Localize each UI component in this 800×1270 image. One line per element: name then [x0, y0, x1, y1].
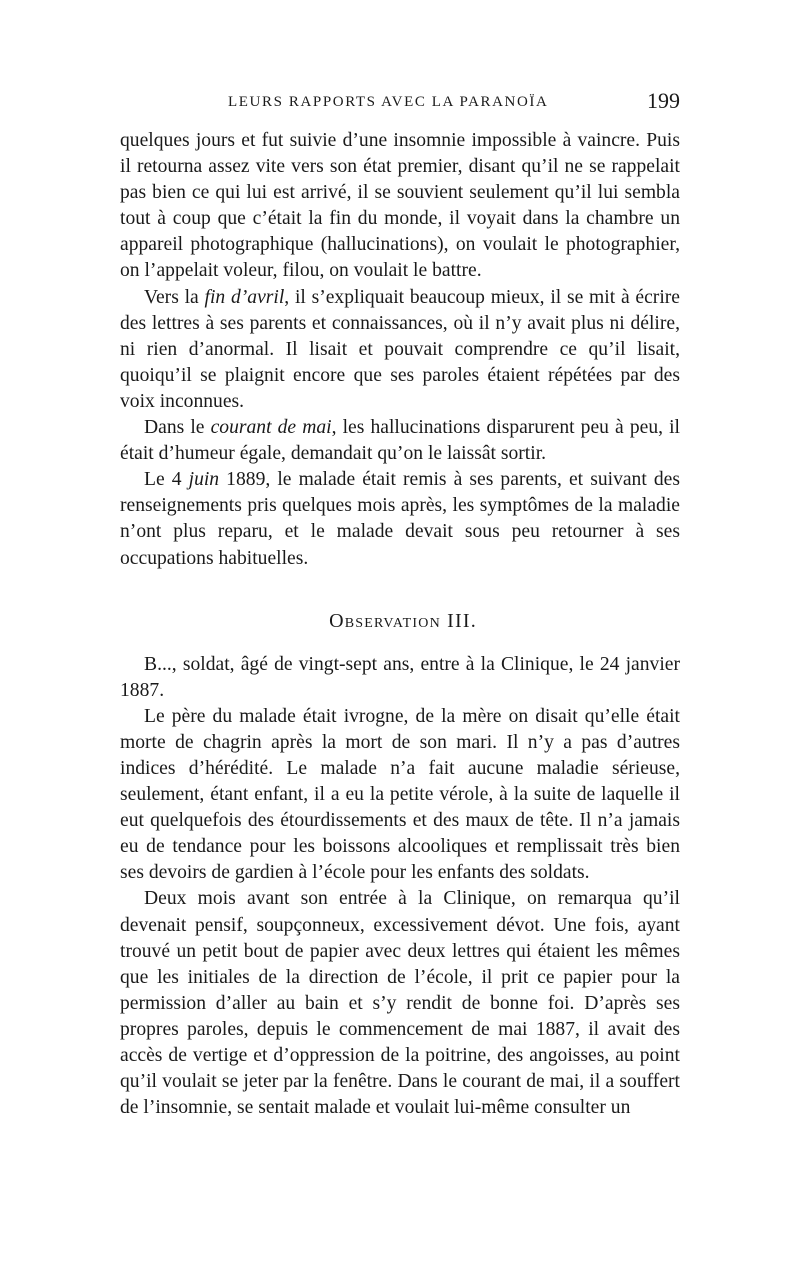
running-head	[120, 90, 680, 120]
emphasis: courant de mai	[210, 417, 332, 439]
paragraph-may	[120, 415, 680, 467]
emphasis: juin	[188, 469, 220, 491]
paragraph-continued: quelques jours et fut suivie d’une insomnie impossible à vaincre. Puis il retourna assez vite vers son état premier, disant qu’il ne se rappelait pas bien ce qui lui est arrivé, il se souvient seulement qu’il lui sembla tout à coup que c’était la fin du monde, il voyait dans la chambre un appareil photographique (hallucinations), on voulait le photographier, on l’appelait voleur, filou, on voulait le battre.	[120, 130, 680, 282]
text-run: , les hallucinations disparurent peu à peu, il était d’humeur égale, demandait qu’on le laissât sortir.	[120, 417, 680, 465]
section-title	[120, 608, 680, 634]
running-title: LEURS RAPPORTS AVEC LA PARANOÏA	[228, 94, 549, 110]
emphasis: fin d’avril	[204, 286, 285, 308]
spacer	[120, 572, 680, 608]
book-page	[120, 90, 680, 1121]
text-run: Vers la	[144, 286, 205, 308]
paragraph-end-of-april	[120, 285, 680, 415]
paragraph-onset: Deux mois avant son entrée à la Clinique, on remarqua qu’il devenait pensif, soupçonneux, excessivement dévot. Une fois, ayant trouvé un petit bout de papier avec deux lettres qui étaient les mêmes que les initiales de la direction de l’école, il prit ce papier pour la permission d’aller au bain et s’y rendit de bonne foi. D’après ses propres paroles, depuis le commencement de mai 1887, il avait des accès de vertige et d’oppression de la poitrine, des angoisses, au point qu’il voulait se jeter par la fenêtre. Dans le courant de mai, il a souffert de l’insomnie, se sentait malade et voulait lui-même consulter un	[120, 888, 680, 1119]
paragraph-june	[120, 467, 680, 571]
paragraph-heredity: Le père du malade était ivrogne, de la mère on disait qu’elle était morte de chagrin après la mort de son mari. Il n’y a pas d’autres indices d’hérédité. Le malade n’a fait aucune maladie sérieuse, seulement, étant enfant, il a eu la petite vérole, à la suite de laquelle il eut quelquefois des étourdissements et des maux de tête. Il n’a jamais eu de tendance pour les boissons alcooliques et remplissait très bien ses devoirs de gardien à l’école pour les enfants des soldats.	[120, 705, 680, 884]
section-title-text: Observation III.	[329, 609, 477, 632]
paragraph-patient-intro: B..., soldat, âgé de vingt-sept ans, entre à la Clinique, le 24 janvier 1887.	[120, 653, 680, 701]
text-run: Le 4	[144, 469, 189, 491]
page-number: 199	[647, 88, 680, 113]
text-run: , il s’expliquait beaucoup mieux, il se mit à écrire des lettres à ses parents et connaissances, où il n’y avait plus ni délire, ni rien d’anormal. Il lisait et pouvait comprendre ce qu’il lisait, quoiqu’il se plaignit encore que ses paroles étaient répétées par des voix inconnues.	[120, 286, 680, 412]
text-run: Dans le	[144, 417, 211, 439]
text-run: 1889, le malade était remis à ses parents, et suivant des renseignements pris quelques mois après, les symptômes de la maladie n’ont plus reparu, et le malade devait sous peu retourner à ses occupations habituelles.	[120, 469, 680, 569]
